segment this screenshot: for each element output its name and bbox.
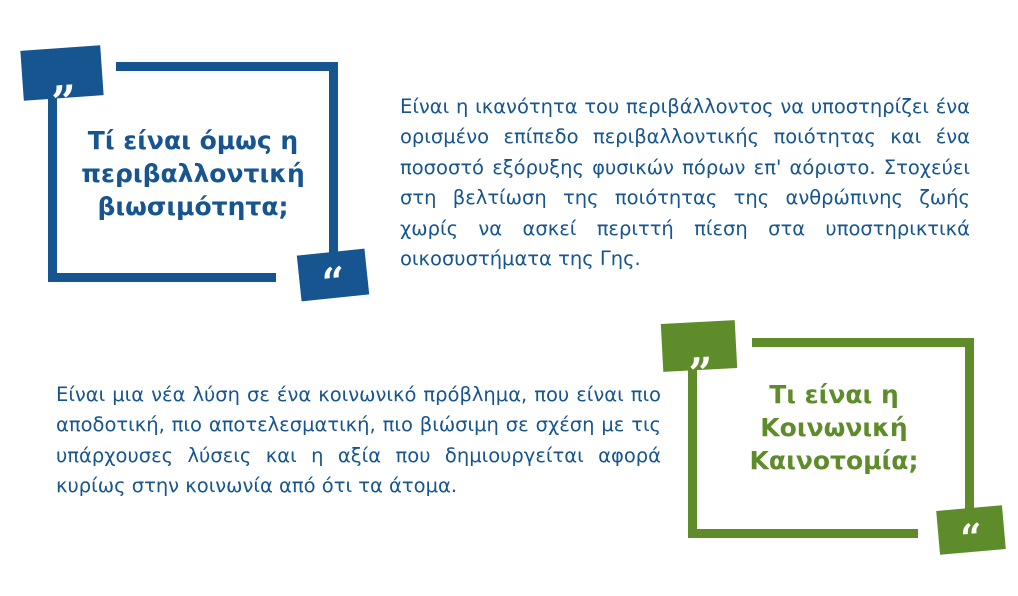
quote-open-glyph: “ xyxy=(48,53,77,106)
card-body-environmental-sustainability: Είναι η ικανότητα του περιβάλλοντος να υποστηρίζει ένα ορισμένο επίπεδο περιβαλλοντικής ποιότητας και ένα ποσοστό εξόρυξης φυσικών πόρων επ' αόριστο. Στοχεύει στη βελτίωση της ποιότητας της ανθρώπινης ζωής χωρίς να ασκεί περιττή πίεση στα υποστηρικτικά οικοσυστήματα της Γης. xyxy=(400,95,970,271)
quote-open-icon xyxy=(661,320,737,378)
quote-open-glyph: “ xyxy=(685,327,713,378)
card-title-environmental-sustainability: Τί είναι όμως η περιβαλλοντική βιωσιμότητα; xyxy=(81,126,305,221)
quote-close-icon xyxy=(936,505,1006,561)
quote-close-glyph: “ xyxy=(958,514,985,561)
quote-close-icon xyxy=(297,249,369,308)
card-body-social-innovation: Είναι μια νέα λύση σε ένα κοινωνικό πρόβλημα, που είναι πιο αποδοτική, πιο αποτελεσματική, πιο βιώσιμη σε σχέση με τις υπάρχουσες λύσεις και η αξία που δημιουργείται αφορά κυρίως στην κοινωνία από ότι τα άτομα. xyxy=(56,383,661,498)
card-title-social-innovation: Τι είναι η Κοινωνική Καινοτομία; xyxy=(749,380,919,475)
quote-open-icon xyxy=(20,45,103,106)
quote-close-glyph: “ xyxy=(319,257,348,308)
